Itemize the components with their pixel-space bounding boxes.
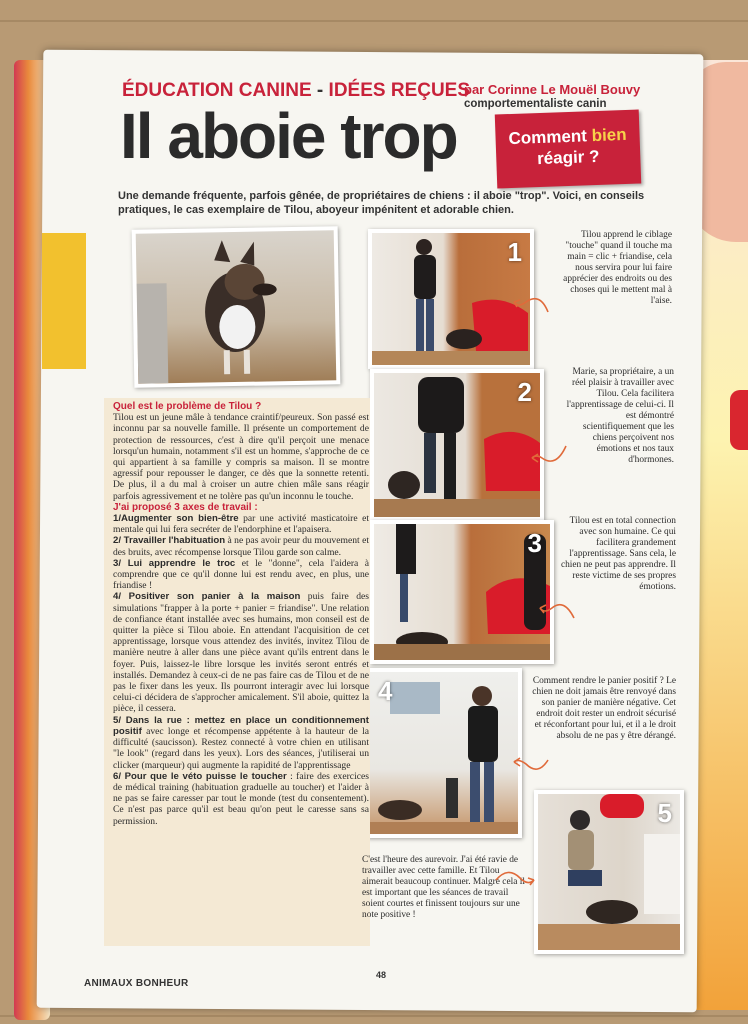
yellow-tab	[42, 233, 86, 369]
article-body	[113, 401, 369, 827]
photo-number: 3	[527, 528, 542, 558]
photo-2	[370, 369, 544, 521]
caption-2: Marie, sa propriétaire, a un réel plaisir à travailler avec Tilou. Cela facilitera l'apprentissage de celui-ci. Il est démontré scientifiquement que les chiens perçoivent nos émotions et nos taux d'hormones.	[566, 367, 674, 465]
photo-4	[366, 668, 522, 838]
arrow-icon	[510, 290, 550, 320]
photo-number: 2	[517, 377, 532, 407]
photo-number: 1	[507, 237, 522, 267]
caption-5: C'est l'heure des aurevoir. J'ai été ravie de travailler avec cette famille. Et Tilou aimerait beaucoup continuer. Malgré cela il est important que les séances de travail soient courtes et finissent toujours sur une note positive !	[362, 855, 525, 920]
caption-1: Tilou apprend le ciblage "touche" quand il touche ma main = clic + friandise, cela nous servira pour lui faire apprécier des endroits ou des choses qui le mettent mal à l'aise.	[563, 230, 672, 306]
author-role: comportementaliste canin	[464, 98, 607, 110]
article-paragraph: Tilou est un jeune mâle à tendance craintif/peureux. Son passé est inconnu par sa nouvelle famille. Il présente un comportement de protection de ressources, c'est à dire qu'il perçoit une menace lorsqu'un humain, notamment s'il est un homme, s'approche de ce qui appartient à sa famille y compris sa maison. Il se montre agressif pour repousser le danger, ce dès que la sonnette retenti. De plus, il a du mal à croiser un autre chien mâle sans réagir parfois agressivement et ne tolère pas qu'un inconnu le touche.	[113, 412, 369, 502]
photo-number: 4	[378, 676, 393, 706]
caption-3: Tilou est en total connection avec son humaine. Ce qui facilitera grandement l'apprentissage. Sans cela, le chien ne peut pas apprendre. Il reste victime de ses propres émotions.	[560, 516, 676, 592]
article-heading: J'ai proposé 3 axes de travail :	[113, 501, 258, 513]
article-item: 4/ Positiver son panier à la maison puis faire des simulations "frapper à la porte + panier = friandise". Une relation de confiance étant installée avec ses humains, mon conseil est de quitter la pièce si Tilou aboie. En attendant l'acquisition de cet apprentissage, lorsque vous attendez des invités, invitez Tilou de manière neutre à aller dans une pièce avant qu'ils entrent dans le foyer. Puis, laissez-le libre lorsque les invités seront entrés et installés. Demandez à ceux-ci de ne pas faire cas de Tilou et de ne pas le fixer dans les yeux. Ils pourront interagir avec lui lorsque celui-ci décidera de s'approcher amicalement. S'il aboie, quittez la pièce, il cessera.	[113, 591, 369, 715]
photo-5	[534, 790, 684, 954]
caption-4: Comment rendre le panier positif ? Le chien ne doit jamais être renvoyé dans son panier de manière négative. Cet endroit doit rester un endroit sécurisé et réconfortant pour lui, et il a le droit absolu de ne pas y être dérangé.	[532, 676, 676, 741]
photo-number: 5	[657, 798, 672, 828]
photo-dog	[132, 226, 341, 388]
photo-3	[370, 520, 554, 664]
page-title: Il aboie trop	[120, 100, 457, 172]
article-heading: Quel est le problème de Tilou ?	[113, 401, 262, 412]
magazine-name: ANIMAUX BONHEUR	[84, 978, 189, 989]
page-number: 48	[376, 970, 387, 980]
article-item: 3/ Lui apprendre le troc et le "donne", cela l'aidera à comprendre que ce qu'il donne lui est rendu avec, en plus, une friandise !	[113, 557, 369, 592]
arrow-icon	[536, 596, 576, 626]
author: par Corinne Le Mouël Bouvy	[464, 82, 641, 97]
section-header: ÉDUCATION CANINE - IDÉES REÇUES	[122, 80, 471, 101]
article-item: 5/ Dans la rue : mettez en place un conditionnement positif avec longe et récompense appétente à la hauteur de la difficulté (saucisson). Restez connecté à votre chien en utilisant "le look" (regard dans les yeux). Lors des séances, j'utiliserai un clicker (marqueur) qui augmente la rapidité de l'apprentissage	[113, 714, 369, 771]
arrow-icon	[494, 868, 538, 898]
intro-text: Une demande fréquente, parfois gênée, de propriétaires de chiens : il aboie "trop". Voici, en conseils pratiques, le cas exemplaire de Tilou, aboyeur impénitent et adorable chien.	[118, 190, 645, 216]
article-item: 1/Augmenter son bien-être par une activité masticatoire et mentale qui lui fera secréter de l'endorphine et l'apaisera.	[113, 513, 369, 536]
article-item: 2/ Travailler l'habituation à ne pas avoir peur du mouvement et des bruits, avec récompense lorsque Tilou garde son calme.	[113, 535, 369, 558]
arrow-icon	[510, 746, 550, 776]
headline-badge: Comment bien réagir ?	[495, 110, 641, 189]
arrow-icon	[528, 440, 568, 470]
article-item: 6/ Pour que le véto puisse le toucher : faire des exercices de médical training (habituation graduelle au toucher) et l'aider à ne pas se faire caresser par tout le monde (test du consentement). Ce n'est pas parce qu'il est beau qu'on peut le caresse sans sa permission.	[113, 770, 369, 827]
